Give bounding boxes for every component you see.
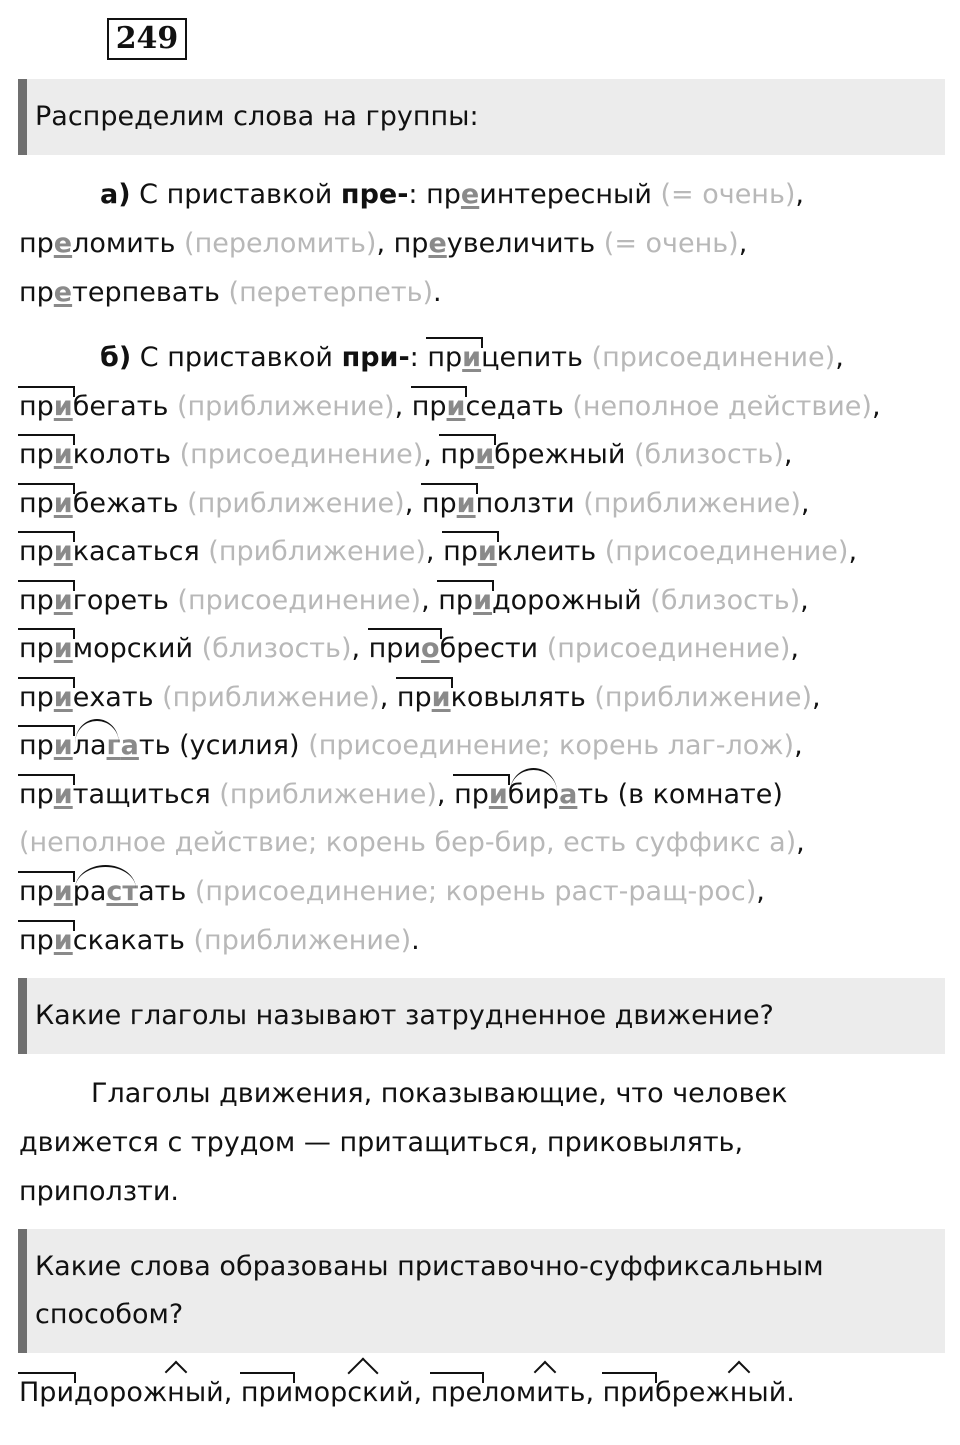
word: притащиться [19,779,211,810]
group-b-line-5: прикасаться (приближение), приклеить (присоединение), [19,536,858,567]
word: приползти [421,488,575,519]
prefix-mark: пре [430,1377,483,1408]
word: придорожный [438,585,642,616]
word: приморский, [240,1377,423,1408]
group-b-line-11: (неполное действие; корень бер-бир, есть суффикс а), [19,827,805,858]
group-b-line-9: прилагать (усилия) (присоединение; корень лаг-лож), [19,730,803,761]
word: приехать [19,682,154,713]
note: (присоединение; корень лаг-лож) [308,730,795,761]
prefix-mark: при [240,1377,294,1408]
suffix-mark: н [167,1377,185,1408]
note: (неполное действие) [572,391,872,422]
question-banner-1 [18,79,945,155]
group-b-line-4: прибежать (приближение), приползти (приближение), [19,488,810,519]
note: (присоединение; корень раст-ращ-рос) [194,876,757,907]
group-b-line-12: прирастать (присоединение; корень раст-ращ-рос), [19,876,765,907]
exercise-number: 249 [107,18,187,60]
prefix-mark: при [19,536,73,567]
prefix-mark: При [19,1377,74,1408]
word: прилагать (усилия) [19,730,300,761]
prefix-mark: при [454,779,508,810]
note: (приближение) [594,682,812,713]
group-b-line-6: пригореть (присоединение), придорожный (близость), [19,585,809,616]
answer2-line-2: движется с трудом — притащиться, приковылять, [19,1127,744,1158]
question-text: Какие глаголы называют затрудненное движение? [35,1000,774,1031]
group-b-line-10: притащиться (приближение), прибирать (в комнате) [19,779,783,810]
prefix-mark: при [19,391,73,422]
note: (приближение) [193,925,412,956]
word: преувеличить [393,228,596,259]
note: (приближение) [208,536,426,567]
word: преинтересный [426,179,652,210]
group-b-line-2: прибегать (приближение), приседать (неполное действие), [19,391,881,422]
word: прикасаться [19,536,200,567]
prefix-mark: при [19,925,73,956]
prefix-mark: при [19,585,73,616]
note: (перетерпеть) [228,277,434,308]
suffix-mark: н [729,1377,748,1408]
note: (приближение) [187,488,405,519]
group-b-line-13: прискакать (приближение). [19,925,420,956]
prefix-pre: пре- [340,179,409,210]
prefix-mark: при [19,488,73,519]
group-b-line-8: приехать (приближение), приковылять (приближение), [19,682,821,713]
root-mark: бир [507,779,560,810]
word: приобрести [368,633,539,664]
note: (присоединение) [177,585,422,616]
suffix-mark: ск [347,1377,379,1408]
word: преломить [19,228,176,259]
note: (приближение) [219,779,437,810]
word: прибирать (в комнате) [454,779,783,810]
word: прибрежный. [602,1377,795,1408]
answer2-line-1: Глаголы движения, показывающие, что человек [91,1078,788,1109]
group-b-line-1: б) С приставкой при-: прицепить (присоединение), [100,342,844,373]
note: (присоединение) [604,536,849,567]
word: приседать [411,391,564,422]
group-b-line-7: приморский (близость), приобрести (присоединение), [19,633,799,664]
prefix-mark: при [411,391,466,422]
word: приклеить [443,536,597,567]
prefix-mark: при [19,730,73,761]
word: пригореть [19,585,169,616]
question-text-line-1: Какие слова образованы приставочно-суффиксальным [35,1251,824,1282]
word: приколоть [19,439,171,470]
note: (присоединение) [591,342,836,373]
prefix-mark: при [602,1377,655,1408]
prefix-mark: при [421,488,476,519]
word: приморский [19,633,193,664]
note: (близость) [633,439,784,470]
question-text-line-2: способом? [35,1299,184,1330]
question-text: Распределим слова на группы: [35,101,479,132]
prefix-mark: при [19,439,73,470]
group-a-intro: С приставкой [130,179,341,210]
answer2-line-3: приползти. [19,1176,179,1207]
prefix-mark: при [440,439,495,470]
prefix-mark: при [427,342,482,373]
note: (близость) [650,585,801,616]
prefix-mark: при [396,682,451,713]
prefix-mark: при [438,585,492,616]
group-b-label: б) [100,342,132,373]
group-a-line-1: а) С приставкой пре-: преинтересный (= очень), [100,179,804,210]
word: прибрежный [440,439,626,470]
group-a-label: а) [100,179,131,210]
prefix-mark: при [19,779,73,810]
word: претерпевать [19,277,220,308]
prefix-mark: при [19,682,73,713]
group-b-line-3: приколоть (присоединение), прибрежный (близость), [19,439,793,470]
word: прицепить [427,342,583,373]
colon: : [409,342,419,373]
question-banner-2 [18,978,945,1054]
note: (= очень) [660,179,796,210]
group-b-intro: С приставкой [131,342,342,373]
prefix-mark: при [19,633,73,664]
note: (близость) [201,633,352,664]
suffix-mark: и [536,1377,554,1408]
word: прирастать [19,876,187,907]
note: (присоединение) [546,633,791,664]
note: (неполное действие; корень бер-бир, есть суффикс а) [19,827,797,858]
note: (= очень) [603,228,739,259]
word: прибегать [19,391,169,422]
word: прискакать [19,925,185,956]
answer3-line [19,1376,795,1410]
root-mark: раст [72,876,139,907]
group-a-line-3: претерпевать (перетерпеть). [19,277,442,308]
word: приковылять [396,682,586,713]
prefix-pri: при- [341,342,410,373]
word: прибежать [19,488,179,519]
colon: : [408,179,418,210]
note: (присоединение) [179,439,424,470]
question-banner-3 [18,1229,945,1353]
note: (приближение) [583,488,801,519]
note: (переломить) [184,228,377,259]
prefix-mark: при [19,876,73,907]
group-a-line-2: преломить (переломить), преувеличить (= очень), [19,228,748,259]
prefix-mark: при [443,536,497,567]
note: (приближение) [162,682,380,713]
word: Придорожный, [19,1377,233,1408]
root-mark: лаг [72,730,121,761]
prefix-mark: прио [368,633,440,664]
word: преломить, [430,1377,595,1408]
note: (приближение) [176,391,395,422]
